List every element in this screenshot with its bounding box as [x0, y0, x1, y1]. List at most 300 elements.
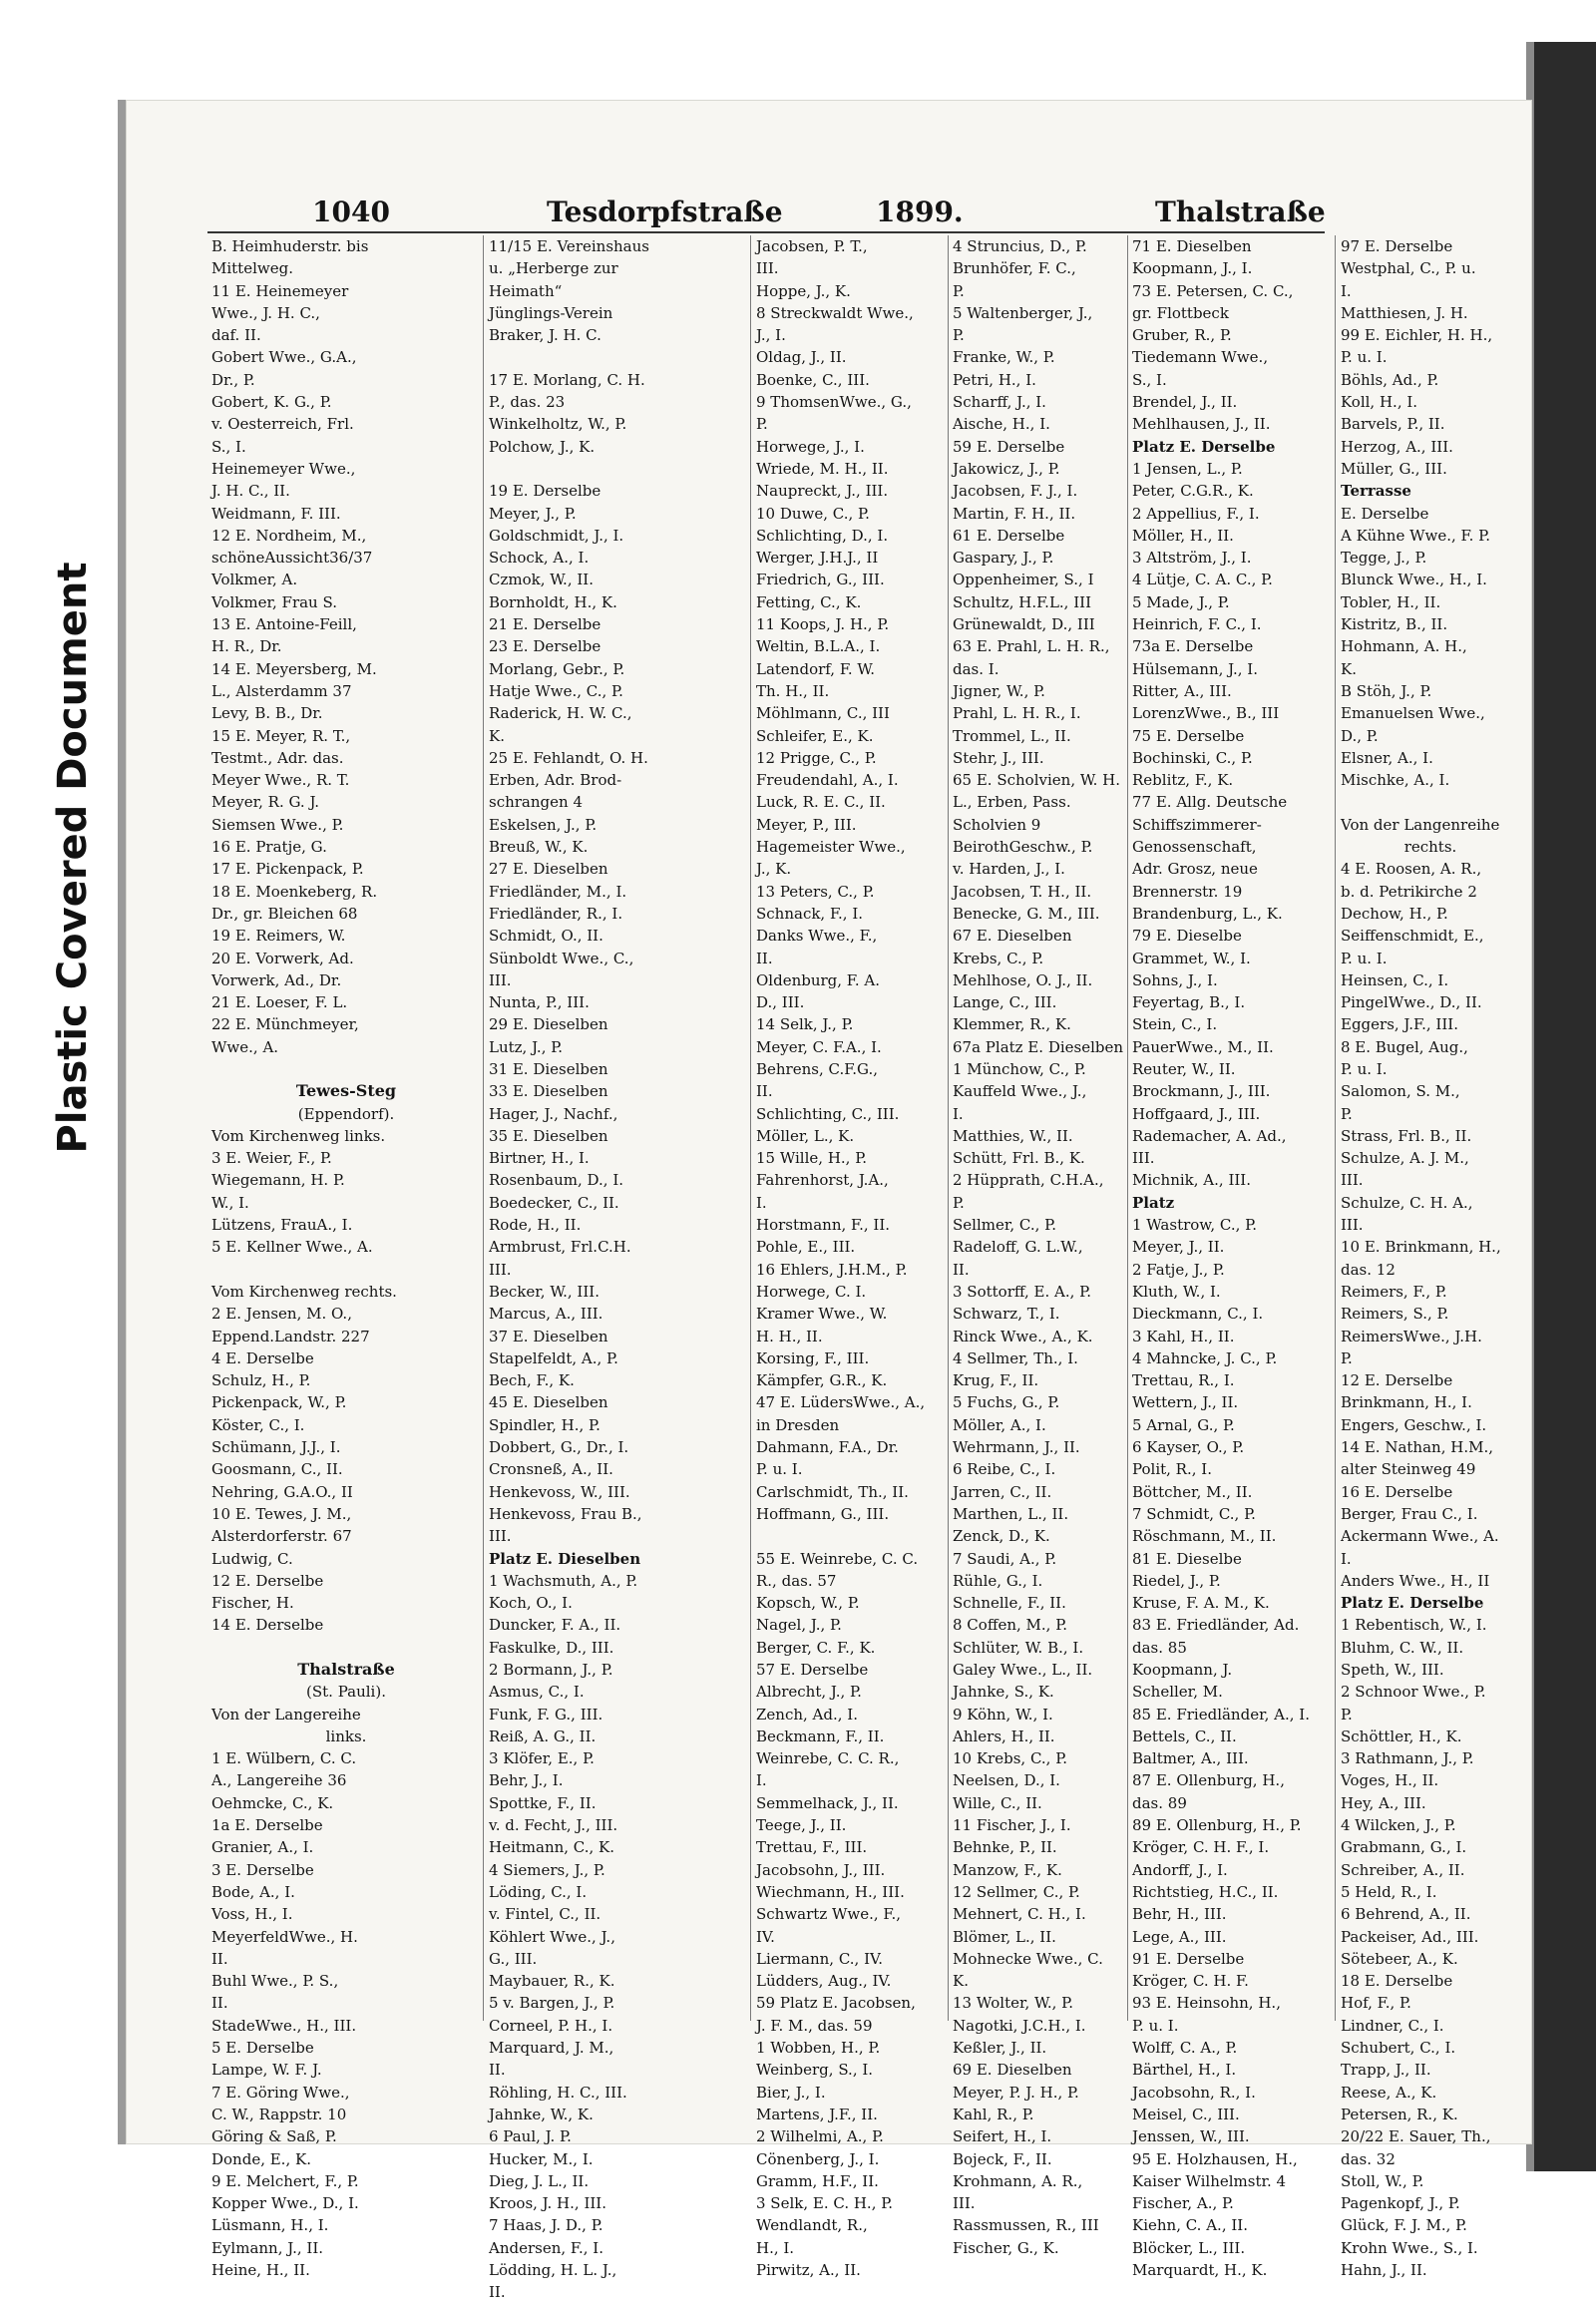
directory-line: 16 Ehlers, J.H.M., P. [756, 1260, 908, 1279]
directory-line: II. [211, 1949, 228, 1968]
directory-line: Kopper Wwe., D., I. [211, 2194, 359, 2213]
directory-line: Vom Kirchenweg links. [211, 1126, 386, 1145]
directory-line: 7 E. Göring Wwe., [211, 2083, 350, 2102]
directory-line: II. [953, 1260, 970, 1279]
directory-line: Brandenburg, L., K. [1132, 904, 1283, 923]
directory-line: Naupreckt, J., III. [756, 482, 889, 501]
directory-line: Röschmann, M., II. [1132, 1527, 1277, 1546]
directory-line: Brockmann, J., III. [1132, 1082, 1271, 1101]
directory-line: gr. Flottbeck [1132, 303, 1229, 322]
directory-line: III. [489, 970, 512, 989]
directory-line: Schlichting, C., III. [756, 1104, 900, 1123]
directory-line: Dr., P. [211, 370, 255, 389]
directory-line: 8 Coffen, M., P. [953, 1616, 1068, 1635]
directory-line: Wolff, C. A., P. [1132, 2039, 1238, 2058]
directory-line: 95 E. Holzhausen, H., [1132, 2149, 1298, 2168]
directory-line: 17 E. Morlang, C. H. [489, 370, 645, 389]
directory-line: Prahl, L. H. R., I. [953, 704, 1081, 723]
directory-line: Dahmann, F.A., Dr. [756, 1438, 899, 1457]
directory-line: 15 E. Meyer, R. T., [211, 726, 351, 745]
directory-line: Oppenheimer, S., I [953, 571, 1094, 589]
directory-line: 6 Kayser, O., P. [1132, 1438, 1245, 1457]
directory-line: ReimersWwe., J.H. [1341, 1327, 1482, 1345]
directory-line: Scholvien 9 [953, 815, 1041, 834]
directory-line: Henkevoss, Frau B., [489, 1504, 642, 1523]
directory-line: Martens, J.F., II. [756, 2105, 878, 2123]
directory-line: Kaiser Wilhelmstr. 4 [1132, 2171, 1287, 2190]
directory-line: Boenke, C., III. [756, 370, 870, 389]
directory-line: Gruber, R., P. [1132, 326, 1232, 345]
directory-line: Erben, Adr. Brod- [489, 771, 622, 790]
directory-line: Keßler, J., II. [953, 2039, 1047, 2058]
directory-line: Michnik, A., III. [1132, 1171, 1251, 1190]
directory-line: 3 E. Derselbe [211, 1860, 314, 1879]
directory-line: B. Heimhuderstr. bis [211, 237, 369, 255]
directory-line: 2 E. Jensen, M. O., [211, 1305, 352, 1324]
directory-line: alter Steinweg 49 [1341, 1460, 1476, 1479]
directory-line: 12 E. Nordheim, M., [211, 526, 367, 545]
directory-line: Martin, F. H., II. [953, 504, 1076, 523]
directory-line: Löding, C., I. [489, 1882, 588, 1901]
directory-line: Reese, A., K. [1341, 2083, 1437, 2102]
directory-line: Hatje Wwe., C., P. [489, 681, 623, 700]
directory-line: Buhl Wwe., P. S., [211, 1972, 339, 1991]
directory-line: Behr, H., III. [1132, 1905, 1227, 1924]
directory-line: 73a E. Derselbe [1132, 637, 1254, 656]
directory-line: II. [756, 949, 773, 967]
directory-line: Boedecker, C., II. [489, 1193, 619, 1212]
directory-line: 57 E. Derselbe [756, 1661, 869, 1679]
directory-line: Jahnke, W., K. [489, 2105, 594, 2123]
directory-line: Marthen, L., II. [953, 1504, 1069, 1523]
directory-line: P. u. I. [756, 1460, 803, 1479]
directory-line: Horwege, J., I. [756, 437, 865, 456]
directory-line: Wwe., A. [211, 1037, 279, 1056]
directory-line: Duncker, F. A., II. [489, 1616, 621, 1635]
directory-line: Gobert, K. G., P. [211, 393, 332, 412]
directory-line [211, 1259, 481, 1281]
directory-line: Pickenpack, W., P. [211, 1393, 347, 1412]
directory-line: Wille, C., II. [953, 1793, 1042, 1812]
directory-line: R., das. 57 [756, 1571, 837, 1590]
column-divider [1335, 235, 1336, 2021]
directory-line: Glück, F. J. M., P. [1341, 2216, 1467, 2235]
directory-line: 6 Reibe, C., I. [953, 1460, 1056, 1479]
directory-line: Blömer, L., II. [953, 1927, 1056, 1946]
directory-line: Bärthel, H., I. [1132, 2061, 1237, 2080]
directory-line: Kramer Wwe., W. [756, 1305, 888, 1324]
directory-line: schöneAussicht36/37 [211, 549, 373, 568]
directory-line: 69 E. Dieselben [953, 2061, 1072, 2080]
directory-line: Reiß, A. G., II. [489, 1727, 597, 1745]
directory-line: Levy, B. B., Dr. [211, 704, 323, 723]
directory-line: Hahn, J., II. [1341, 2261, 1427, 2280]
directory-line: Trettau, F., III. [756, 1838, 868, 1857]
directory-line: Liermann, C., IV. [756, 1949, 883, 1968]
directory-line: Eggers, J.F., III. [1341, 1015, 1458, 1034]
directory-line: 37 E. Dieselben [489, 1327, 608, 1345]
directory-line: Sellmer, C., P. [953, 1216, 1056, 1235]
directory-line: Meyer, P., III. [756, 815, 857, 834]
directory-line: P. u. I. [1341, 1059, 1388, 1078]
directory-line: 2 Schnoor Wwe., P. [1341, 1683, 1486, 1702]
directory-line: Schiffszimmerer- [1132, 815, 1262, 834]
directory-line: Fetting, C., K. [756, 592, 862, 611]
directory-line: 67a Platz E. Dieselben [953, 1037, 1124, 1056]
directory-line: Matthiesen, J. H. [1341, 303, 1468, 322]
directory-line: 67 E. Dieselben [953, 927, 1072, 946]
directory-line: 17 E. Pickenpack, P. [211, 860, 364, 879]
directory-line: III. [756, 259, 779, 278]
directory-line: Spottke, F., II. [489, 1793, 597, 1812]
directory-line: Lampe, W. F. J. [211, 2061, 322, 2080]
directory-line: Meisel, C., III. [1132, 2105, 1240, 2123]
directory-line: 12 Sellmer, C., P. [953, 1882, 1080, 1901]
column-2 [489, 235, 748, 2302]
directory-line: 83 E. Friedländer, Ad. [1132, 1616, 1300, 1635]
directory-line: Lange, C., III. [953, 993, 1057, 1012]
year: 1899. [876, 195, 964, 228]
directory-line: Köhlert Wwe., J., [489, 1927, 615, 1946]
directory-line: Behrens, C.F.G., [756, 1059, 879, 1078]
directory-line: PauerWwe., M., II. [1132, 1037, 1274, 1056]
right-street-title: Thalstraße [1155, 195, 1326, 228]
directory-line: PingelWwe., D., II. [1341, 993, 1482, 1012]
directory-line: Schwarz, T., I. [953, 1305, 1060, 1324]
directory-line: Schöttler, H., K. [1341, 1727, 1462, 1745]
directory-line: 6 Paul, J. P. [489, 2127, 572, 2146]
directory-line: Möller, L., K. [756, 1126, 855, 1145]
directory-line: 73 E. Petersen, C. C., [1132, 281, 1294, 300]
directory-line: Volkmer, A. [211, 571, 298, 589]
directory-line: J., K. [756, 860, 792, 879]
directory-line: Wwe., J. H. C., [211, 303, 320, 322]
directory-line: 12 E. Derselbe [1341, 1371, 1453, 1390]
directory-line: Engers, Geschw., I. [1341, 1415, 1487, 1434]
directory-line: 12 E. Derselbe [211, 1571, 324, 1590]
directory-line: 59 Platz E. Jacobsen, [756, 1994, 916, 2013]
directory-line: 10 E. Tewes, J. M., [211, 1504, 352, 1523]
directory-line: Andorff, J., I. [1132, 1860, 1228, 1879]
directory-line: A Kühne Wwe., F. P. [1341, 526, 1490, 545]
directory-line: 89 E. Ollenburg, H., P. [1132, 1816, 1302, 1835]
directory-line: 9 ThomsenWwe., G., [756, 393, 912, 412]
directory-line: Wendlandt, R., [756, 2216, 868, 2235]
directory-line: Heinrich, F. C., I. [1132, 615, 1262, 634]
directory-line: Gramm, H.F., II. [756, 2171, 879, 2190]
directory-line: Bluhm, C. W., II. [1341, 1638, 1464, 1657]
directory-line: Brendel, J., II. [1132, 393, 1238, 412]
directory-line: MeyerfeldWwe., H. [211, 1927, 358, 1946]
directory-line: Schulz, H., P. [211, 1371, 311, 1390]
directory-line [489, 346, 748, 368]
directory-line: Jahnke, S., K. [953, 1683, 1054, 1702]
directory-line: H., I. [756, 2238, 795, 2257]
directory-line: Seifert, H., I. [953, 2127, 1052, 2146]
directory-line: 14 E. Meyersberg, M. [211, 659, 377, 678]
directory-line: III. [1132, 1149, 1155, 1168]
directory-line: K. [953, 1972, 969, 1991]
directory-line: Ritter, A., III. [1132, 681, 1232, 700]
directory-line: Tewes-Steg [295, 1081, 397, 1101]
directory-line: Meyer Wwe., R. T. [211, 771, 350, 790]
directory-line: P. [756, 415, 768, 434]
directory-line: 4 E. Derselbe [211, 1348, 314, 1367]
directory-line: Salomon, S. M., [1341, 1082, 1460, 1101]
directory-line: Testmt., Adr. das. [211, 748, 344, 767]
directory-line: Bornholdt, H., K. [489, 592, 617, 611]
side-label: Plastic Covered Document [50, 562, 96, 1154]
directory-line: 14 E. Derselbe [211, 1616, 324, 1635]
directory-line: Petersen, R., K. [1341, 2105, 1458, 2123]
directory-line: Trapp, J., II. [1341, 2061, 1431, 2080]
directory-line: Blunck Wwe., H., I. [1341, 571, 1487, 589]
directory-line: Koopmann, J., I. [1132, 259, 1253, 278]
directory-line: u. „Herberge zur [489, 259, 618, 278]
directory-line: 5 Waltenberger, J., [953, 303, 1093, 322]
directory-line: 3 E. Weier, F., P. [211, 1149, 332, 1168]
directory-line: Stapelfeldt, A., P. [489, 1348, 618, 1367]
directory-line: G., III. [489, 1949, 538, 1968]
directory-line: 21 E. Loeser, F. L. [211, 993, 348, 1012]
directory-line: 1 Wobben, H., P. [756, 2039, 881, 2058]
directory-line: Schümann, J.J., I. [211, 1438, 341, 1457]
directory-line: Grabmann, G., I. [1341, 1838, 1467, 1857]
directory-line: Lüdders, Aug., IV. [756, 1972, 892, 1991]
directory-line: Dechow, H., P. [1341, 904, 1448, 923]
directory-line: Böhls, Ad., P. [1341, 370, 1439, 389]
directory-line: Meyer, P. J. H., P. [953, 2083, 1079, 2102]
directory-line: 1 Wastrow, C., P. [1132, 1216, 1257, 1235]
directory-line: 5 Arnal, G., P. [1132, 1415, 1235, 1434]
directory-line: Scharff, J., I. [953, 393, 1046, 412]
directory-line: Hoffmann, G., III. [756, 1504, 890, 1523]
directory-line: 31 E. Dieselben [489, 1059, 608, 1078]
directory-line: Schleifer, E., K. [756, 726, 874, 745]
directory-line: II. [489, 2061, 506, 2080]
directory-line: P. [953, 326, 965, 345]
directory-line: II. [211, 1994, 228, 2013]
directory-line: 1 Jensen, L., P. [1132, 459, 1243, 478]
directory-line: Dieg, J. L., II. [489, 2171, 590, 2190]
directory-line: I. [953, 1104, 964, 1123]
directory-line: 7 Haas, J. D., P. [489, 2216, 603, 2235]
directory-line: Freudendahl, A., I. [756, 771, 899, 790]
directory-line [211, 1058, 481, 1080]
directory-line: Jenssen, W., III. [1132, 2127, 1250, 2146]
directory-line: 99 E. Eichler, H. H., [1341, 326, 1493, 345]
directory-line: Weidmann, F. III. [211, 504, 341, 523]
directory-line: Müller, G., III. [1341, 459, 1447, 478]
left-street-title: Tesdorpfstraße [547, 195, 783, 228]
column-divider [948, 235, 949, 2021]
directory-line: Czmok, W., II. [489, 571, 594, 589]
directory-line: 75 E. Derselbe [1132, 726, 1245, 745]
directory-line: Heitmann, C., K. [489, 1838, 615, 1857]
directory-line: H. H., II. [756, 1327, 823, 1345]
directory-line: Wehrmann, J., II. [953, 1438, 1080, 1457]
directory-line: v. Fintel, C., II. [489, 1905, 601, 1924]
directory-line: Albrecht, J., P. [756, 1683, 862, 1702]
directory-line: Krebs, C., P. [953, 949, 1044, 967]
directory-line: 11 E. Heinemeyer [211, 281, 349, 300]
column-divider [750, 235, 751, 2021]
directory-line: Brinkmann, H., I. [1341, 1393, 1472, 1412]
directory-line: 1 E. Wülbern, C. C. [211, 1749, 357, 1768]
directory-line: Armbrust, Frl.C.H. [489, 1238, 631, 1257]
directory-line: 5 Held, R., I. [1341, 1882, 1437, 1901]
directory-line: 35 E. Dieselben [489, 1126, 608, 1145]
directory-line: daf. II. [211, 326, 261, 345]
directory-line: Goldschmidt, J., I. [489, 526, 624, 545]
directory-line: 4 Wilcken, J., P. [1341, 1816, 1456, 1835]
directory-line: Platz E. Derselbe [1341, 1594, 1484, 1613]
directory-line: Grammet, W., I. [1132, 949, 1251, 967]
directory-line: Reimers, F., P. [1341, 1282, 1447, 1301]
directory-line: IV. [756, 1927, 775, 1946]
directory-line: Polchow, J., K. [489, 437, 596, 456]
directory-line: schrangen 4 [489, 793, 583, 812]
directory-line: Stein, C., I. [1132, 1015, 1218, 1034]
directory-line: III. [953, 2194, 976, 2213]
directory-line: BeirothGeschw., P. [953, 838, 1093, 857]
directory-line: Th. H., II. [756, 681, 830, 700]
directory-line: Kiehn, C. A., II. [1132, 2216, 1248, 2235]
directory-line: Lüsmann, H., I. [211, 2216, 329, 2235]
directory-line: Platz [1132, 1193, 1175, 1212]
directory-line: 13 Wolter, W., P. [953, 1994, 1073, 2013]
directory-line: Brennerstr. 19 [1132, 882, 1243, 901]
directory-line: Jacobsohn, R., I. [1132, 2083, 1256, 2102]
directory-line: 93 E. Heinsohn, H., [1132, 1994, 1281, 2013]
directory-line: Fischer, H. [211, 1594, 294, 1613]
directory-line: Sohns, J., I. [1132, 970, 1218, 989]
directory-line: Platz E. Derselbe [1132, 437, 1276, 456]
directory-line: das. 32 [1341, 2149, 1396, 2168]
directory-line: P. u. I. [1132, 2016, 1179, 2035]
directory-line: Carlschmidt, Th., II. [756, 1482, 909, 1501]
directory-line: C. W., Rappstr. 10 [211, 2105, 347, 2123]
directory-line: Lödding, H. L. J., [489, 2261, 617, 2280]
directory-line: 65 E. Scholvien, W. H. [953, 771, 1121, 790]
directory-line: Scheller, M. [1132, 1683, 1223, 1702]
directory-line: 14 E. Nathan, H.M., [1341, 1438, 1493, 1457]
directory-line: 16 E. Pratje, G. [211, 838, 327, 857]
column-1 [211, 235, 481, 2280]
directory-line: 2 Fatje, J., P. [1132, 1260, 1225, 1279]
directory-line: 20/22 E. Sauer, Th., [1341, 2127, 1491, 2146]
directory-line: Genossenschaft, [1132, 838, 1257, 857]
directory-line: I. [1341, 281, 1352, 300]
directory-line: Goosmann, C., II. [211, 1460, 343, 1479]
directory-line: (St. Pauli). [306, 1683, 386, 1702]
directory-line: 3 Kahl, H., II. [1132, 1327, 1235, 1345]
directory-line: Möller, A., I. [953, 1415, 1046, 1434]
directory-line: Blöcker, L., III. [1132, 2238, 1246, 2257]
directory-line: Meyer, J., P. [489, 504, 577, 523]
directory-line: 15 Wille, H., P. [756, 1149, 868, 1168]
directory-line: 21 E. Derselbe [489, 615, 601, 634]
directory-line: B Stöh, J., P. [1341, 681, 1432, 700]
directory-line: Stehr, J., III. [953, 748, 1044, 767]
directory-line: Fischer, A., P. [1132, 2194, 1234, 2213]
directory-line: 18 E. Moenkeberg, R. [211, 882, 378, 901]
directory-line: Wiegemann, H. P. [211, 1171, 345, 1190]
directory-line: Pirwitz, A., II. [756, 2261, 861, 2280]
directory-line: Schultz, H.F.L., III [953, 592, 1091, 611]
directory-line: Rademacher, A. Ad., [1132, 1126, 1287, 1145]
directory-line: Barvels, P., II. [1341, 415, 1445, 434]
directory-line: 3 Rathmann, J., P. [1341, 1749, 1474, 1768]
directory-line: Kahl, R., P. [953, 2105, 1034, 2123]
directory-line: Mischke, A., I. [1341, 771, 1450, 790]
directory-line: III. [489, 1260, 512, 1279]
directory-line: 18 E. Derselbe [1341, 1972, 1453, 1991]
column-divider [1127, 235, 1128, 2021]
directory-line: Sünboldt Wwe., C., [489, 949, 634, 967]
directory-line: Koll, H., I. [1341, 393, 1418, 412]
directory-line: Ahlers, H., II. [953, 1727, 1055, 1745]
directory-line: Henkevoss, W., III. [489, 1482, 630, 1501]
directory-line: Wiechmann, H., III. [756, 1882, 905, 1901]
directory-line: Raderick, H. W. C., [489, 704, 632, 723]
directory-line: Eskelsen, J., P. [489, 815, 598, 834]
directory-line: 63 E. Prahl, L. H. R., [953, 637, 1110, 656]
directory-line: Petri, H., I. [953, 370, 1036, 389]
header-rule [207, 231, 1325, 233]
directory-line: 2 Wilhelmi, A., P. [756, 2127, 884, 2146]
directory-line: Breuß, W., K. [489, 838, 589, 857]
directory-line: Strass, Frl. B., II. [1341, 1126, 1472, 1145]
directory-line: Schnelle, F., II. [953, 1594, 1066, 1613]
directory-line: 2 Hüpprath, C.H.A., [953, 1171, 1104, 1190]
directory-line: P. u. I. [1341, 348, 1388, 367]
directory-line: das. I. [953, 659, 999, 678]
directory-line: Rode, H., II. [489, 1216, 582, 1235]
directory-line: 85 E. Friedländer, A., I. [1132, 1705, 1310, 1724]
directory-line: E. Derselbe [1341, 504, 1429, 523]
directory-line: Corneel, P. H., I. [489, 2016, 613, 2035]
directory-line: Richtstieg, H.C., II. [1132, 1882, 1279, 1901]
directory-line: L., Erben, Pass. [953, 793, 1071, 812]
directory-line: Meyer, C. F.A., I. [756, 1037, 882, 1056]
directory-line: rechts. [1403, 838, 1457, 857]
directory-line: Rinck Wwe., A., K. [953, 1327, 1093, 1345]
directory-line: Riedel, J., P. [1132, 1571, 1221, 1590]
directory-line: Oldenburg, F. A. [756, 970, 881, 989]
directory-line: 71 E. Dieselben [1132, 237, 1252, 255]
directory-line: 2 Bormann, J., P. [489, 1661, 613, 1679]
directory-line: K. [489, 726, 505, 745]
directory-line: Alsterdorferstr. 67 [211, 1527, 352, 1546]
directory-line: J. H. C., II. [211, 482, 290, 501]
directory-line: Funk, F. G., III. [489, 1705, 603, 1724]
directory-line: 81 E. Dieselbe [1132, 1549, 1242, 1568]
directory-line: Manzow, F., K. [953, 1860, 1062, 1879]
directory-line: Möhlmann, C., III [756, 704, 890, 723]
directory-line: Ackermann Wwe., A. [1341, 1527, 1499, 1546]
directory-line: 1a E. Derselbe [211, 1816, 323, 1835]
directory-line: Wriede, M. H., II. [756, 459, 889, 478]
directory-line: Schulze, A. J. M., [1341, 1149, 1469, 1168]
directory-line: Teege, J., II. [756, 1816, 847, 1835]
directory-line: Beckmann, F., II. [756, 1727, 885, 1745]
directory-line: Nunta, P., III. [489, 993, 590, 1012]
directory-line: P. [1341, 1348, 1353, 1367]
directory-line: Dr., gr. Bleichen 68 [211, 904, 358, 923]
directory-line: v. Harden, J., I. [953, 860, 1065, 879]
directory-line: Bode, A., I. [211, 1882, 295, 1901]
